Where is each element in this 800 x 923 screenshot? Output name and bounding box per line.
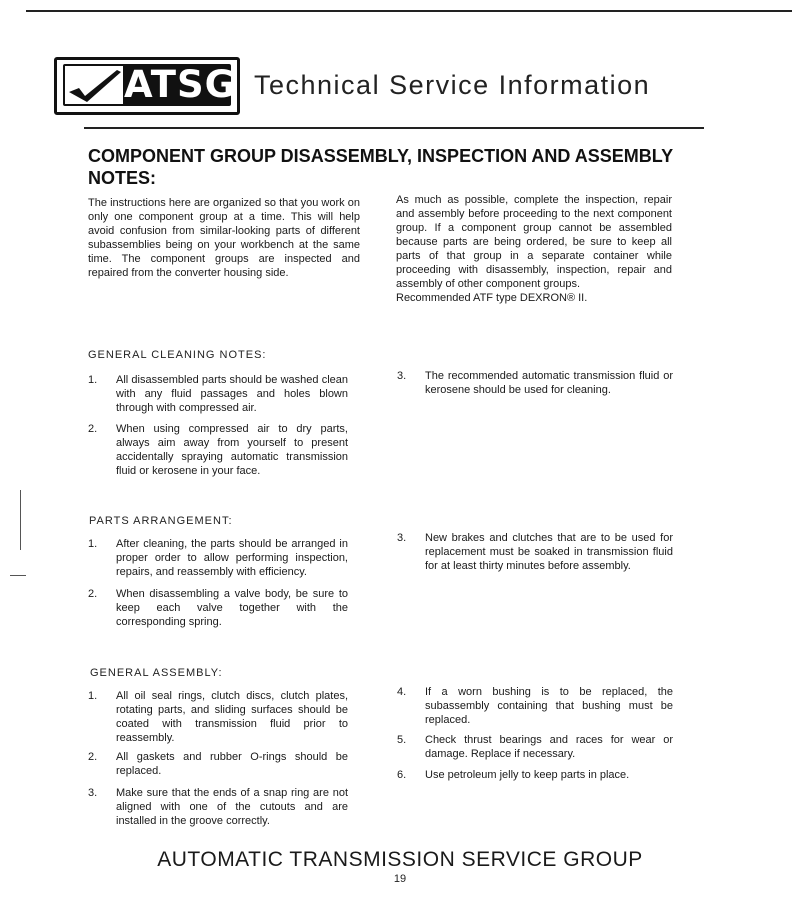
item-number: 3. (397, 370, 407, 382)
item-number: 6. (397, 769, 407, 781)
arrangement-heading: PARTS ARRANGEMENT: (89, 515, 233, 527)
page-number: 19 (393, 873, 407, 885)
list-item (397, 531, 673, 573)
list-item (88, 537, 348, 579)
item-number: 2. (88, 751, 98, 763)
footer-text: AUTOMATIC TRANSMISSION SERVICE GROUP (157, 848, 643, 871)
check-swoosh-icon (65, 66, 123, 104)
list-item (88, 786, 348, 828)
item-number: 2. (88, 423, 98, 435)
logo-emblem (65, 66, 123, 104)
list-item (397, 768, 673, 782)
item-text: Make sure that the ends of a snap ring are not aligned with one of the cutouts and are installed in the groove correctly. (116, 787, 348, 827)
header-rule (84, 127, 704, 129)
item-number: 1. (88, 374, 98, 386)
item-number: 4. (397, 686, 407, 698)
item-number: 3. (397, 532, 407, 544)
item-number: 1. (88, 690, 98, 702)
list-item (88, 689, 348, 745)
item-number: 3. (88, 787, 98, 799)
item-text: The recommended automatic transmission fluid or kerosene should be used for cleaning. (425, 370, 673, 396)
intro-right-text: As much as possible, complete the inspection, repair and assembly before proceeding to the next component group. If a component group cannot be assembled because parts are being ordered, be sure to keep all parts of that group in a separate container while proceeding with disassembly, inspection, repair and assembly of other component groups. (396, 194, 672, 290)
atf-note: Recommended ATF type DEXRON® II. (396, 292, 588, 304)
item-text: Check thrust bearings and races for wear or damage. Replace if necessary. (425, 734, 673, 760)
item-number: 1. (88, 538, 98, 550)
item-text: If a worn bushing is to be replaced, the subassembly containing that bushing must be replaced. (425, 686, 673, 726)
margin-mark (10, 575, 26, 576)
margin-mark (20, 490, 21, 550)
item-text: New brakes and clutches that are to be used for replacement must be soaked in transmission fluid for at least thirty minutes before assembly. (425, 532, 673, 572)
item-text: Use petroleum jelly to keep parts in place. (425, 769, 630, 781)
document-title: COMPONENT GROUP DISASSEMBLY, INSPECTION AND ASSEMBLY NOTES: (88, 146, 673, 188)
logo-text: ATSG (124, 63, 237, 106)
list-item (397, 369, 673, 397)
list-item (88, 750, 348, 778)
item-number: 2. (88, 588, 98, 600)
item-text: When disassembling a valve body, be sure to keep each valve together with the corresponding spring. (116, 588, 348, 628)
assembly-heading: GENERAL ASSEMBLY: (90, 667, 223, 679)
list-item (88, 422, 348, 478)
header-title: Technical Service Information (254, 70, 651, 100)
intro-right-paragraph (396, 193, 672, 305)
list-item (88, 587, 348, 629)
intro-left-paragraph: The instructions here are organized so that you work on only one component group at a time. This will help avoid confusion from similar-looking parts of different subassemblies being on your workbench at the same time. The component groups are inspected and repaired from the converter housing side. (88, 197, 360, 279)
list-item (397, 685, 673, 727)
item-text: When using compressed air to dry parts, always aim away from yourself to present accidentally spraying automatic transmission fluid or kerosene in your face. (116, 423, 348, 477)
list-item (397, 733, 673, 761)
top-rule (26, 10, 792, 12)
cleaning-heading: GENERAL CLEANING NOTES: (88, 349, 267, 361)
item-text: After cleaning, the parts should be arranged in proper order to allow performing inspection, repairs, and reassembly with efficiency. (116, 538, 348, 578)
item-text: All gaskets and rubber O-rings should be replaced. (116, 751, 348, 777)
list-item (88, 373, 348, 415)
item-number: 5. (397, 734, 407, 746)
item-text: All oil seal rings, clutch discs, clutch plates, rotating parts, and sliding surfaces should be coated with transmission fluid prior to reassembly. (116, 690, 348, 744)
item-text: All disassembled parts should be washed clean with any fluid passages and holes blown through with compressed air. (116, 374, 348, 414)
